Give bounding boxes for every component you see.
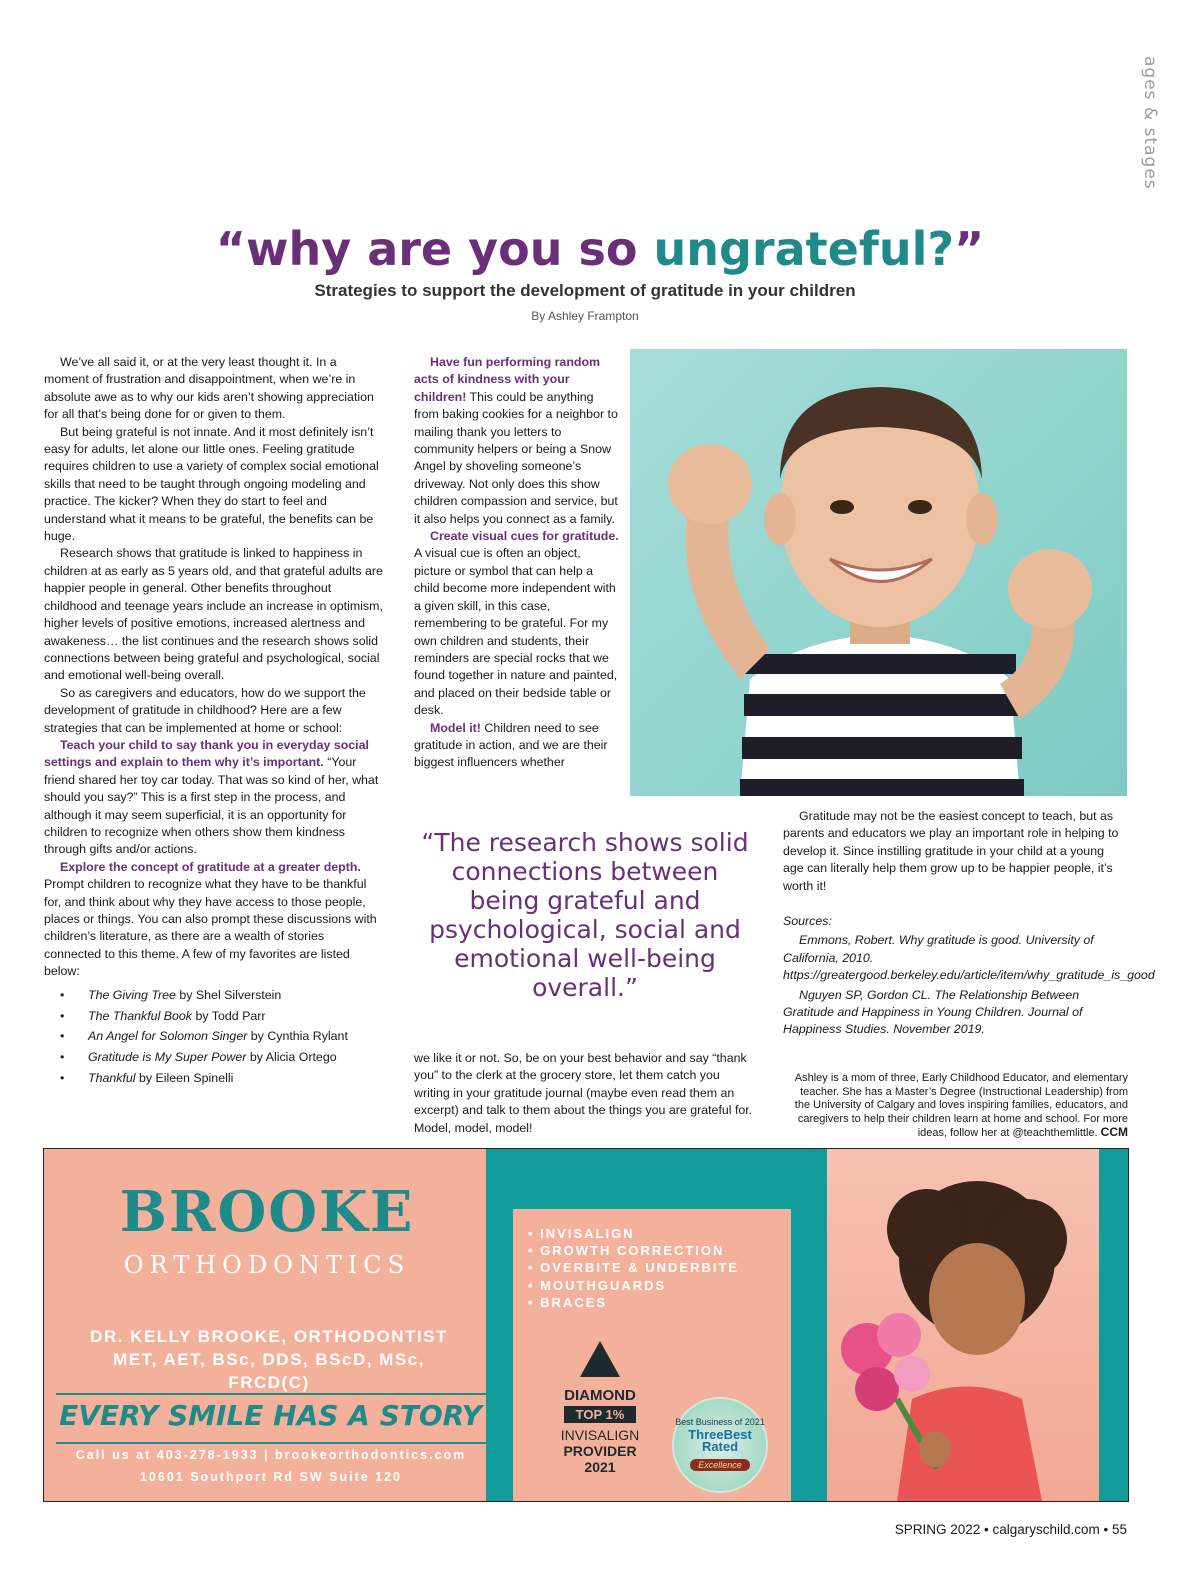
article-column-2 xyxy=(414,354,619,772)
ad-contact xyxy=(56,1444,486,1488)
ad-teal-stripe xyxy=(486,1149,513,1501)
paragraph: So as caregivers and educators, how do we support the development of gratitude in childhood? Here are a few strategies that can be implemented at home or school: xyxy=(44,685,366,735)
girl-photo-illustration xyxy=(827,1149,1099,1501)
strategy-paragraph xyxy=(414,528,619,719)
ad-photo xyxy=(827,1149,1099,1501)
strategy-body: This could be anything from baking cookies for a neighbor to mailing thank you letters to community helpers or being a Snow Angel by shoveling someone’s driveway. Not only does this show children compassion and service, but it also helps you connect as a family. xyxy=(414,389,618,526)
headline-quote-open: “ xyxy=(215,222,246,276)
ad-doctor-degrees: MET, AET, BSc, DDS, BScD, MSc, FRCD(C) xyxy=(113,1350,425,1392)
article-photo xyxy=(630,349,1127,796)
list-item xyxy=(44,1028,384,1045)
strategy-paragraph xyxy=(414,720,619,772)
ad-address: 10601 Southport Rd SW Suite 120 xyxy=(139,1470,403,1484)
diamond-provider xyxy=(544,1427,656,1475)
book-author: by Eileen Spinelli xyxy=(135,1071,234,1086)
strategy-body: Prompt children to recognize what they have to be thankful for, and think about why they have access to those people, places or things. You can also prompt these discussions with children’s literature, as there are a wealth of stories connected to this theme. A few of my favorites are listed below: xyxy=(44,877,377,979)
source-citation: Nguyen SP, Gordon CL. The Relationship Between Gratitude and Happiness in Young Children. Journal of Happiness Studies. November 2019. xyxy=(783,987,1083,1037)
byline: By Ashley Frampton xyxy=(531,309,639,323)
strategy-body: “Your friend shared her toy car today. That was so kind of her, what should you say?” This is a first step in the process, and although it may seem superficial, it is an opportunity for children to recognize when others show them kindness through gifts and/or actions. xyxy=(44,755,379,857)
strategy-body: Children need to see gratitude in action, and we are their biggest influencers whether xyxy=(414,720,608,770)
author-bio xyxy=(783,1072,1128,1141)
diamond-brand: INVISALIGN xyxy=(560,1427,640,1443)
ad-divider xyxy=(56,1393,486,1395)
article-column-2-continued xyxy=(414,1050,754,1137)
threebest-rated-badge xyxy=(672,1397,768,1493)
source-citation: Emmons, Robert. Why gratitude is good. University of California, 2010. https://greatergood.berkeley.edu/article/item/why_gratitude_is_good xyxy=(783,933,1155,983)
book-title: The Thankful Book xyxy=(88,1008,193,1023)
ad-doctor-credentials xyxy=(74,1325,464,1394)
book-list xyxy=(44,987,384,1088)
list-item xyxy=(44,1008,384,1025)
ad-teal-band-top xyxy=(513,1149,827,1209)
strategy-paragraph xyxy=(44,859,384,981)
book-author: by Shel Silverstein xyxy=(175,987,282,1002)
list-item xyxy=(44,1070,384,1087)
book-title: An Angel for Solomon Singer xyxy=(88,1029,248,1044)
article-column-3 xyxy=(783,808,1155,1039)
badge-brand: ThreeBest Rated xyxy=(688,1427,752,1454)
pull-quote: “The research shows solid connections between being grateful and psychological, social and emotional well-being overall.” xyxy=(421,828,749,1002)
strategy-heading: Have fun performing random acts of kindness with your children! xyxy=(414,355,601,404)
headline-emphasis: ungrateful? xyxy=(653,222,955,276)
list-item: • BRACES xyxy=(528,1294,739,1311)
paragraph: Gratitude may not be the easiest concept to teach, but as parents and educators we play an important role in helping to develop it. Since instilling gratitude in your child at a young age can literally help them grow up to be happier people, it’s worth it! xyxy=(783,809,1119,893)
strategy-paragraph xyxy=(44,737,384,859)
book-title: The Giving Tree xyxy=(88,987,176,1002)
headline-part1: why are you so xyxy=(245,222,654,276)
ccm-mark: CCM xyxy=(1100,1125,1128,1140)
diamond-rank: TOP 1% xyxy=(564,1406,637,1423)
subhead: Strategies to support the development of gratitude in your children xyxy=(314,281,856,300)
book-title: Thankful xyxy=(88,1071,136,1086)
page-footer: SPRING 2022 • calgaryschild.com • 55 xyxy=(894,1522,1127,1537)
author-bio-text: Ashley is a mom of three, Early Childhood Educator, and elementary teacher. She has a Master’s Degree (Instructional Leadership) from the University of Calgary and loves inspiring families, educators, and caregivers to help their children learn at home and school. For more ideas, follow her at @teachthemlittle. xyxy=(794,1072,1128,1140)
section-tag: ages & stages xyxy=(1140,56,1160,190)
paragraph: We’ve all said it, or at the very least thought it. In a moment of frustration and disappointment, when we’re in absolute awe as to why our kids aren’t showing appreciation for all that’s being done for or given to them. xyxy=(44,355,374,422)
badge-caption: Best Business of 2021 xyxy=(675,1417,765,1427)
list-item: • MOUTHGUARDS xyxy=(528,1277,739,1294)
strategy-heading: Model it! xyxy=(430,720,481,735)
diamond-label: DIAMOND xyxy=(564,1387,636,1404)
strategy-heading: Explore the concept of gratitude at a greater depth. xyxy=(60,859,361,874)
paragraph: we like it or not. So, be on your best behavior and say “thank you” to the clerk at the grocery store, let them catch you writing in your gratitude journal (maybe even read them an excerpt) and talk to them about the things you are grateful for. Model, model, model! xyxy=(414,1051,753,1135)
ad-doctor-name: DR. KELLY BROOKE, ORTHODONTIST xyxy=(90,1327,448,1346)
strategy-heading: Create visual cues for gratitude. xyxy=(430,529,619,544)
invisalign-diamond-badge xyxy=(544,1341,656,1475)
ad-contact-line[interactable]: Call us at 403-278-1933 | brookeorthodontics.com xyxy=(75,1448,467,1462)
ad-brand-subtitle: ORTHODONTICS xyxy=(123,1251,411,1279)
ad-teal-stripe xyxy=(1099,1149,1128,1501)
badge-ribbon: Excellence xyxy=(690,1459,750,1471)
diamond-year: 2021 xyxy=(584,1459,616,1475)
ad-brand-logo: BROOKE xyxy=(119,1179,415,1245)
ad-services-list xyxy=(528,1225,739,1311)
strategy-paragraph xyxy=(414,354,619,528)
list-item: • GROWTH CORRECTION xyxy=(528,1242,739,1259)
strategy-body: A visual cue is often an object, picture or symbol that can help a child become more independent with a given skill, in this case, remembering to be grateful. For my own children and students, their reminders are special rocks that we found together in nature and painted, and placed on their bedside table or desk. xyxy=(414,546,618,718)
list-item xyxy=(44,987,384,1004)
ad-teal-stripe xyxy=(791,1149,827,1501)
list-item: • OVERBITE & UNDERBITE xyxy=(528,1259,739,1276)
book-author: by Cynthia Rylant xyxy=(247,1029,348,1044)
boy-photo-illustration xyxy=(630,349,1127,796)
book-author: by Alicia Ortego xyxy=(246,1050,337,1065)
triangle-icon xyxy=(580,1341,620,1377)
strategy-heading: Teach your child to say thank you in everyday social settings and explain to them why it’s important. xyxy=(44,737,369,770)
headline xyxy=(0,222,1200,276)
headline-quote-close: ” xyxy=(954,222,985,276)
orthodontics-ad[interactable] xyxy=(43,1148,1129,1502)
book-title: Gratitude is My Super Power xyxy=(88,1050,247,1065)
ad-tagline: EVERY SMILE HAS A STORY xyxy=(59,1399,482,1432)
paragraph: Research shows that gratitude is linked to happiness in children at as early as 5 years old, and that grateful adults are happier people in general. Other benefits throughout childhood and teenage years include an increase in optimism, higher levels of positive emotions, increased alertness and awakeness… the list continues and the research shows solid connections between being grateful and psychological, social and emotional well-being overall. xyxy=(44,546,383,683)
sources-heading: Sources: xyxy=(783,914,832,929)
article-column-1 xyxy=(44,354,384,1091)
list-item xyxy=(44,1049,384,1066)
paragraph: But being grateful is not innate. And it most definitely isn’t easy for adults, let alone our little ones. Feeling gratitude requires children to use a variety of complex social emotional skills that need to be taught through ongoing modeling and practice. The kicker? When they do start to feel and understand what it means to be grateful, the benefits can be huge. xyxy=(44,424,379,544)
book-author: by Todd Parr xyxy=(192,1008,266,1023)
list-item: • INVISALIGN xyxy=(528,1225,739,1242)
diamond-provider-label: PROVIDER xyxy=(563,1443,637,1459)
